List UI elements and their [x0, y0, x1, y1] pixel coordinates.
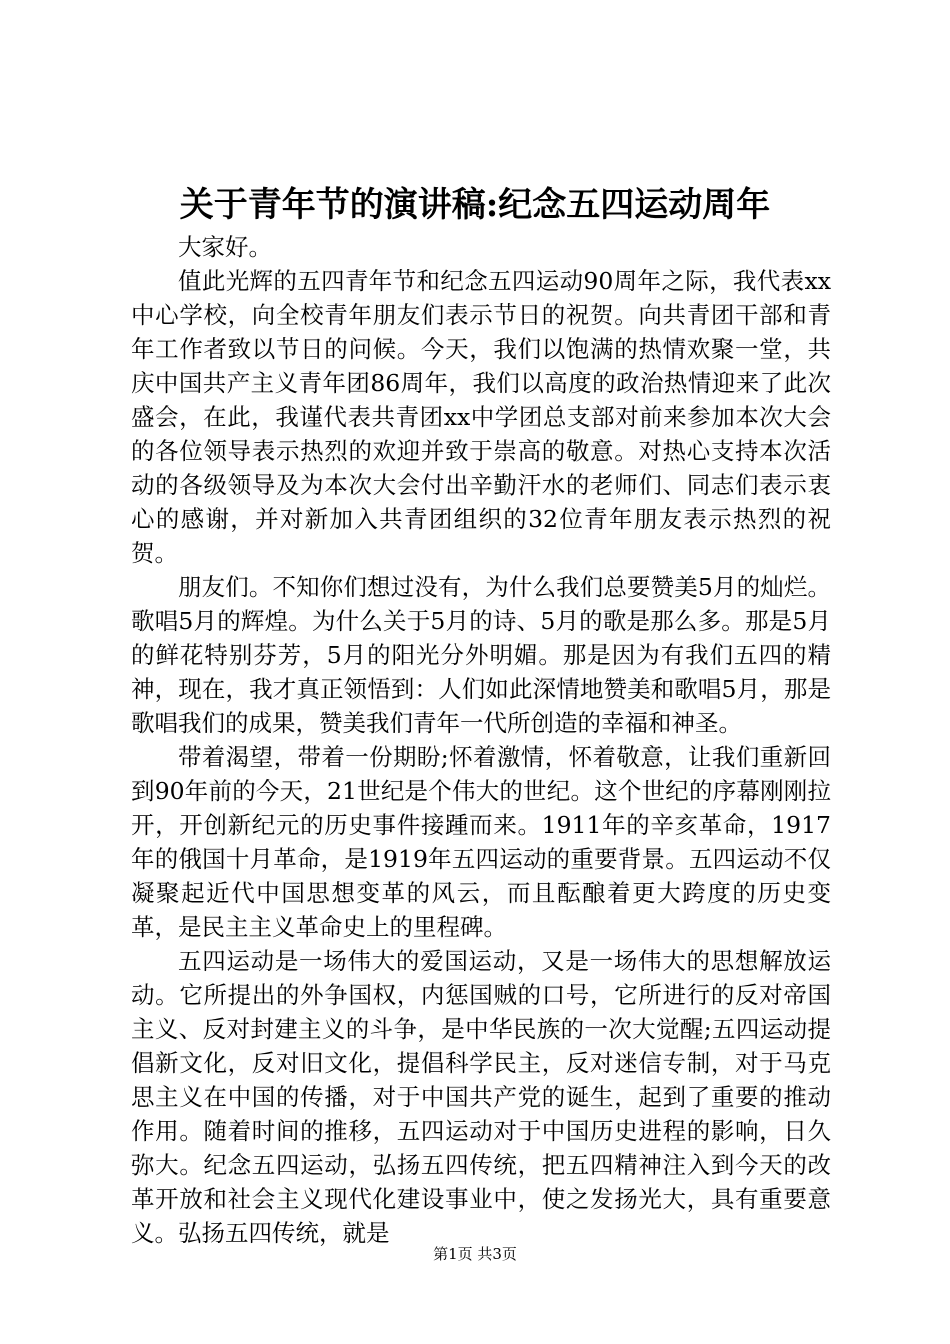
paragraph-greeting: 大家好。	[178, 233, 272, 261]
paragraph-history: 带着渴望，带着一份期盼;怀着激情，怀着敬意，让我们重新回到90年前的今天，21世纪是个伟大的世纪。这个世纪的序幕刚刚拉开，开创新纪元的历史事件接踵而来。1911年的辛亥革命，1917年的俄国十月革命，是1919年五四运动的重要背景。五四运动不仅凝聚起近代中国思想变革的风云，而且酝酿着更大跨度的历史变革，是民主主义革命史上的里程碑。	[131, 743, 831, 941]
document-title: 关于青年节的演讲稿:纪念五四运动周年	[179, 185, 771, 225]
document-body	[131, 230, 831, 1250]
page-footer: 第1页 共3页	[433, 1245, 517, 1263]
paragraph-opening: 值此光辉的五四青年节和纪念五四运动90周年之际，我代表xx中心学校，向全校青年朋友们表示节日的祝贺。向共青团干部和青年工作者致以节日的问候。今天，我们以饱满的热情欢聚一堂，共庆中国共产主义青年团86周年，我们以高度的政治热情迎来了此次盛会，在此，我谨代表共青团xx中学团总支部对前来参加本次大会的各位领导表示热烈的欢迎并致于崇高的敬意。对热心支持本次活动的各级领导及为本次大会付出辛勤汗水的老师们、同志们表示衷心的感谢，并对新加入共青团组织的32位青年朋友表示热烈的祝贺。	[131, 267, 831, 567]
paragraph-may: 朋友们。不知你们想过没有，为什么我们总要赞美5月的灿烂。歌唱5月的辉煌。为什么关于5月的诗、5月的歌是那么多。那是5月的鲜花特别芬芳，5月的阳光分外明媚。那是因为有我们五四的精神，现在，我才真正领悟到：人们如此深情地赞美和歌唱5月，那是歌唱我们的成果，赞美我们青年一代所创造的幸福和神圣。	[131, 573, 831, 737]
paragraph-movement: 五四运动是一场伟大的爱国运动，又是一场伟大的思想解放运动。它所提出的外争国权，内惩国贼的口号，它所进行的反对帝国主义、反对封建主义的斗争，是中华民族的一次大觉醒;五四运动提倡新文化，反对旧文化，提倡科学民主，反对迷信专制，对于马克思主义在中国的传播，对于中国共产党的诞生，起到了重要的推动作用。随着时间的推移，五四运动对于中国历史进程的影响，日久弥大。纪念五四运动，弘扬五四传统，把五四精神注入到今天的改革开放和社会主义现代化建设事业中，使之发扬光大，具有重要意义。弘扬五四传统，就是	[131, 947, 831, 1247]
